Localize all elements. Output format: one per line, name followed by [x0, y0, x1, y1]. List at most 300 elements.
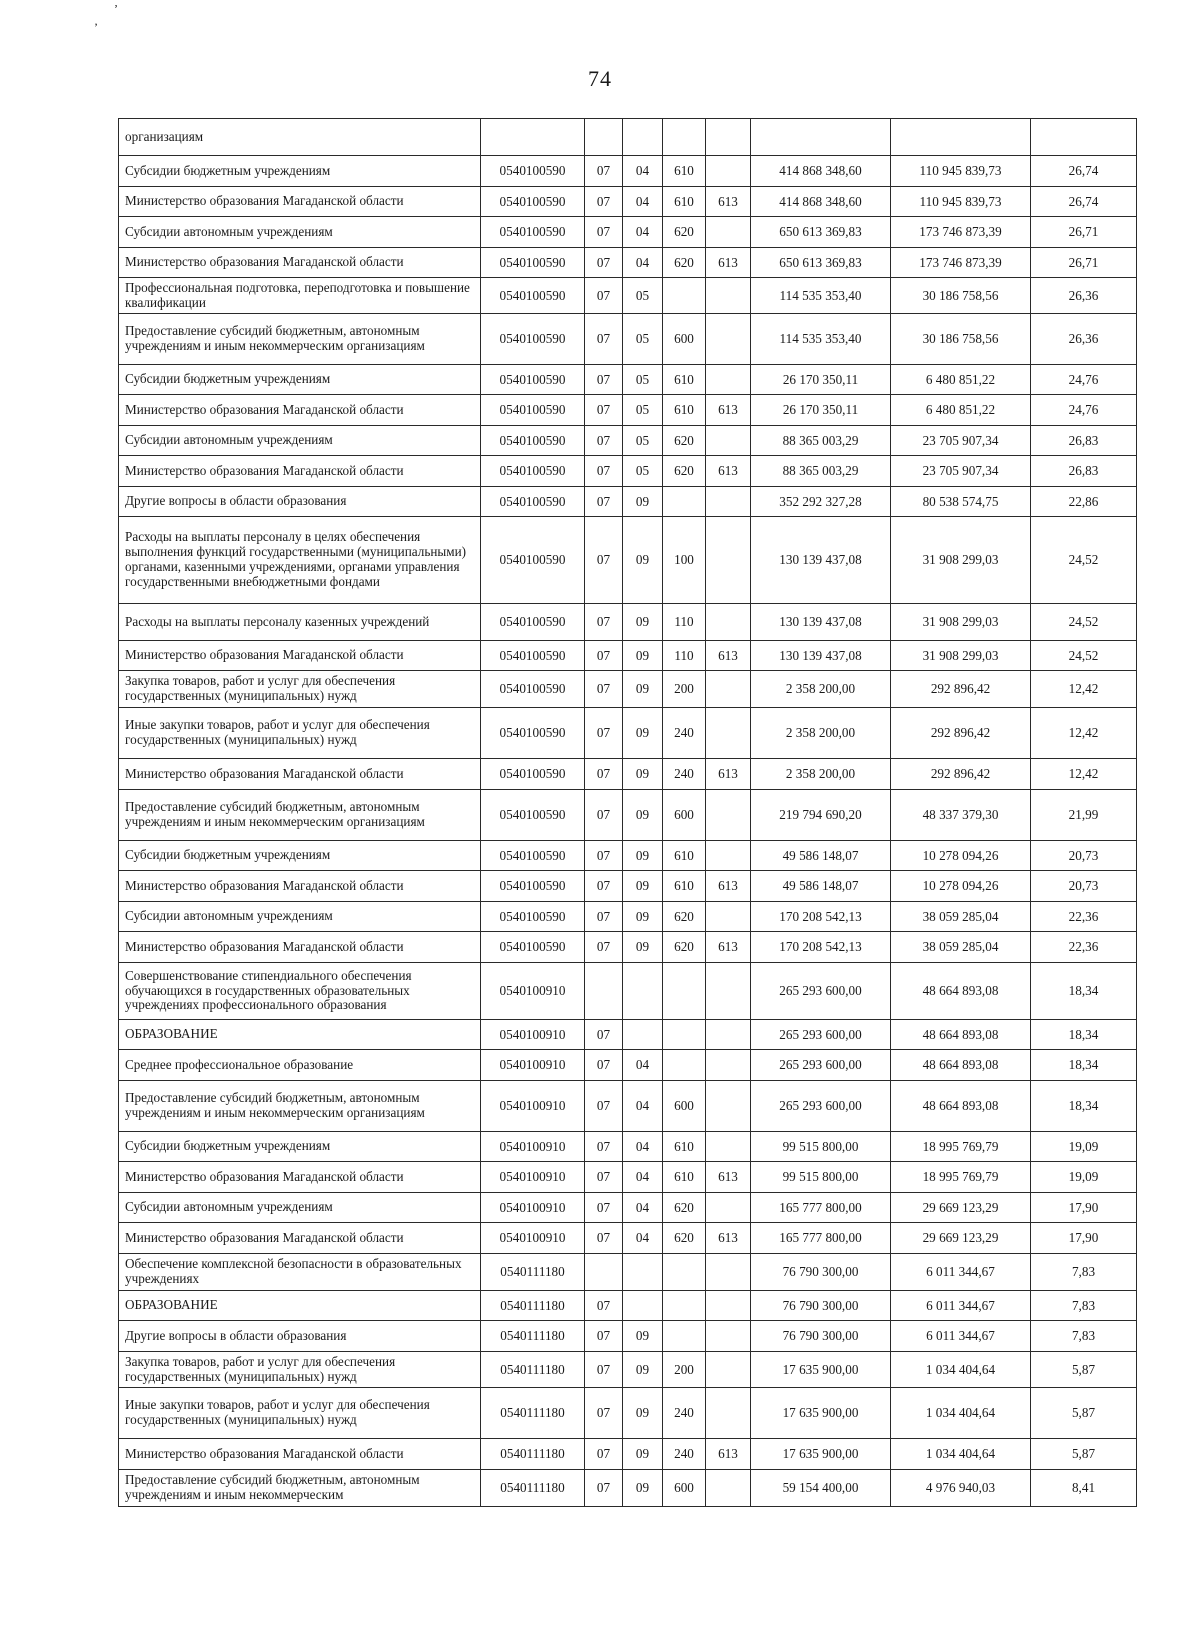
execution-percent-cell: 20,73: [1031, 841, 1137, 871]
actual-amount-cell: 48 664 893,08: [891, 1081, 1031, 1132]
planned-amount-cell: 2 358 200,00: [751, 759, 891, 790]
administrator-cell: [706, 1352, 751, 1388]
expense-name-cell: Министерство образования Магаданской области: [119, 456, 481, 487]
expense-name-cell: Субсидии бюджетным учреждениям: [119, 156, 481, 187]
table-row: [119, 1254, 1137, 1291]
administrator-cell: [706, 278, 751, 314]
actual-amount-cell: 18 995 769,79: [891, 1162, 1031, 1193]
expense-name-cell: Предоставление субсидий бюджетным, автономным учреждениям и иным некоммерческим организациям: [119, 314, 481, 365]
administrator-cell: [706, 902, 751, 932]
table-row: [119, 156, 1137, 187]
subsection-cell: 09: [623, 487, 663, 517]
subsection-cell: 04: [623, 1050, 663, 1081]
table-row: [119, 487, 1137, 517]
actual-amount-cell: 48 337 379,30: [891, 790, 1031, 841]
target-code-cell: 0540100910: [481, 1162, 585, 1193]
administrator-cell: [706, 963, 751, 1020]
section-cell: 07: [585, 902, 623, 932]
section-cell: 07: [585, 932, 623, 963]
subsection-cell: 05: [623, 426, 663, 456]
section-cell: 07: [585, 456, 623, 487]
actual-amount-cell: 80 538 574,75: [891, 487, 1031, 517]
administrator-cell: [706, 1254, 751, 1291]
actual-amount-cell: 6 480 851,22: [891, 395, 1031, 426]
expense-name-cell: организациям: [119, 119, 481, 156]
target-code-cell: 0540100590: [481, 187, 585, 217]
section-cell: 07: [585, 604, 623, 641]
subsection-cell: 04: [623, 187, 663, 217]
scan-mark-left: ’: [94, 20, 98, 34]
administrator-cell: 613: [706, 456, 751, 487]
expense-type-cell: 610: [663, 395, 706, 426]
section-cell: 07: [585, 1223, 623, 1254]
target-code-cell: 0540111180: [481, 1388, 585, 1439]
actual-amount-cell: 48 664 893,08: [891, 963, 1031, 1020]
table-row: [119, 517, 1137, 604]
expense-type-cell: 110: [663, 604, 706, 641]
subsection-cell: 05: [623, 395, 663, 426]
administrator-cell: 613: [706, 395, 751, 426]
section-cell: 07: [585, 790, 623, 841]
expense-type-cell: 610: [663, 841, 706, 871]
expense-type-cell: 200: [663, 671, 706, 708]
actual-amount-cell: 29 669 123,29: [891, 1223, 1031, 1254]
planned-amount-cell: 26 170 350,11: [751, 365, 891, 395]
section-cell: 07: [585, 871, 623, 902]
expense-name-cell: Субсидии автономным учреждениям: [119, 902, 481, 932]
section-cell: 07: [585, 314, 623, 365]
expense-name-cell: Предоставление субсидий бюджетным, автономным учреждениям и иным некоммерческим организациям: [119, 1081, 481, 1132]
section-cell: 07: [585, 1020, 623, 1050]
expense-type-cell: 600: [663, 314, 706, 365]
section-cell: 07: [585, 708, 623, 759]
table-row: [119, 1321, 1137, 1352]
expense-name-cell: Министерство образования Магаданской области: [119, 871, 481, 902]
target-code-cell: [481, 119, 585, 156]
actual-amount-cell: 10 278 094,26: [891, 871, 1031, 902]
expense-name-cell: Другие вопросы в области образования: [119, 1321, 481, 1352]
actual-amount-cell: 110 945 839,73: [891, 156, 1031, 187]
table-row: [119, 902, 1137, 932]
table-row: [119, 278, 1137, 314]
expense-name-cell: Совершенствование стипендиального обеспечения обучающихся в государственных образовательных учреждениях профессионального образования: [119, 963, 481, 1020]
administrator-cell: 613: [706, 1439, 751, 1470]
expense-type-cell: [663, 1050, 706, 1081]
actual-amount-cell: 31 908 299,03: [891, 517, 1031, 604]
target-code-cell: 0540100590: [481, 487, 585, 517]
target-code-cell: 0540100590: [481, 841, 585, 871]
execution-percent-cell: 26,36: [1031, 278, 1137, 314]
target-code-cell: 0540100590: [481, 365, 585, 395]
expense-name-cell: Иные закупки товаров, работ и услуг для обеспечения государственных (муниципальных) нужд: [119, 708, 481, 759]
expense-name-cell: Закупка товаров, работ и услуг для обеспечения государственных (муниципальных) нужд: [119, 671, 481, 708]
execution-percent-cell: 26,36: [1031, 314, 1137, 365]
administrator-cell: 613: [706, 1223, 751, 1254]
execution-percent-cell: 18,34: [1031, 1020, 1137, 1050]
administrator-cell: [706, 1132, 751, 1162]
expense-type-cell: 610: [663, 365, 706, 395]
table-row: [119, 187, 1137, 217]
expense-name-cell: Закупка товаров, работ и услуг для обеспечения государственных (муниципальных) нужд: [119, 1352, 481, 1388]
administrator-cell: [706, 1388, 751, 1439]
subsection-cell: 04: [623, 156, 663, 187]
expense-name-cell: ОБРАЗОВАНИЕ: [119, 1020, 481, 1050]
table-row: [119, 1162, 1137, 1193]
planned-amount-cell: 114 535 353,40: [751, 278, 891, 314]
administrator-cell: [706, 517, 751, 604]
subsection-cell: 09: [623, 1321, 663, 1352]
expense-name-cell: Предоставление субсидий бюджетным, автономным учреждениям и иным некоммерческим организациям: [119, 790, 481, 841]
expense-name-cell: Субсидии автономным учреждениям: [119, 1193, 481, 1223]
table-row: [119, 871, 1137, 902]
subsection-cell: 05: [623, 278, 663, 314]
expense-type-cell: [663, 963, 706, 1020]
section-cell: 07: [585, 671, 623, 708]
planned-amount-cell: 265 293 600,00: [751, 1081, 891, 1132]
planned-amount-cell: 99 515 800,00: [751, 1132, 891, 1162]
expense-type-cell: [663, 1291, 706, 1321]
execution-percent-cell: 26,71: [1031, 217, 1137, 248]
execution-percent-cell: 24,76: [1031, 365, 1137, 395]
actual-amount-cell: 38 059 285,04: [891, 932, 1031, 963]
expense-type-cell: 620: [663, 1223, 706, 1254]
planned-amount-cell: 76 790 300,00: [751, 1321, 891, 1352]
target-code-cell: 0540100910: [481, 1081, 585, 1132]
expense-name-cell: Субсидии автономным учреждениям: [119, 426, 481, 456]
table-row: [119, 1081, 1137, 1132]
administrator-cell: [706, 604, 751, 641]
table-body: [119, 119, 1137, 1507]
section-cell: 07: [585, 1132, 623, 1162]
expense-type-cell: 620: [663, 456, 706, 487]
expense-type-cell: 610: [663, 871, 706, 902]
table-row: [119, 1050, 1137, 1081]
execution-percent-cell: 17,90: [1031, 1223, 1137, 1254]
target-code-cell: 0540100590: [481, 248, 585, 278]
planned-amount-cell: 165 777 800,00: [751, 1193, 891, 1223]
planned-amount-cell: 88 365 003,29: [751, 456, 891, 487]
subsection-cell: 04: [623, 1162, 663, 1193]
planned-amount-cell: 352 292 327,28: [751, 487, 891, 517]
planned-amount-cell: 99 515 800,00: [751, 1162, 891, 1193]
target-code-cell: 0540100590: [481, 395, 585, 426]
table-row: [119, 119, 1137, 156]
section-cell: 07: [585, 759, 623, 790]
administrator-cell: [706, 1020, 751, 1050]
planned-amount-cell: 17 635 900,00: [751, 1388, 891, 1439]
execution-percent-cell: 18,34: [1031, 1081, 1137, 1132]
planned-amount-cell: 265 293 600,00: [751, 1020, 891, 1050]
subsection-cell: [623, 1254, 663, 1291]
subsection-cell: 09: [623, 932, 663, 963]
section-cell: 07: [585, 1050, 623, 1081]
subsection-cell: 04: [623, 1223, 663, 1254]
execution-percent-cell: 18,34: [1031, 1050, 1137, 1081]
section-cell: 07: [585, 1193, 623, 1223]
execution-percent-cell: 24,52: [1031, 517, 1137, 604]
planned-amount-cell: 59 154 400,00: [751, 1470, 891, 1507]
table-row: [119, 1020, 1137, 1050]
execution-percent-cell: 24,76: [1031, 395, 1137, 426]
expense-type-cell: [663, 487, 706, 517]
table-row: [119, 790, 1137, 841]
table-row: [119, 456, 1137, 487]
expense-name-cell: Расходы на выплаты персоналу казенных учреждений: [119, 604, 481, 641]
execution-percent-cell: 5,87: [1031, 1388, 1137, 1439]
table-row: [119, 217, 1137, 248]
table-row: [119, 708, 1137, 759]
planned-amount-cell: 2 358 200,00: [751, 671, 891, 708]
planned-amount-cell: 130 139 437,08: [751, 517, 891, 604]
expense-type-cell: 620: [663, 217, 706, 248]
table-row: [119, 1352, 1137, 1388]
section-cell: [585, 963, 623, 1020]
subsection-cell: 05: [623, 314, 663, 365]
expense-type-cell: 240: [663, 1388, 706, 1439]
planned-amount-cell: 49 586 148,07: [751, 871, 891, 902]
expense-type-cell: 600: [663, 1470, 706, 1507]
actual-amount-cell: 31 908 299,03: [891, 604, 1031, 641]
planned-amount-cell: 650 613 369,83: [751, 248, 891, 278]
target-code-cell: 0540100910: [481, 1193, 585, 1223]
execution-percent-cell: 12,42: [1031, 708, 1137, 759]
planned-amount-cell: 414 868 348,60: [751, 156, 891, 187]
target-code-cell: 0540100590: [481, 217, 585, 248]
actual-amount-cell: 31 908 299,03: [891, 641, 1031, 671]
table-row: [119, 314, 1137, 365]
subsection-cell: 09: [623, 871, 663, 902]
table-row: [119, 932, 1137, 963]
section-cell: 07: [585, 395, 623, 426]
administrator-cell: 613: [706, 187, 751, 217]
actual-amount-cell: 173 746 873,39: [891, 248, 1031, 278]
expense-name-cell: Субсидии бюджетным учреждениям: [119, 1132, 481, 1162]
execution-percent-cell: 7,83: [1031, 1254, 1137, 1291]
administrator-cell: [706, 1470, 751, 1507]
execution-percent-cell: 18,34: [1031, 963, 1137, 1020]
actual-amount-cell: 38 059 285,04: [891, 902, 1031, 932]
subsection-cell: 09: [623, 790, 663, 841]
target-code-cell: 0540100910: [481, 1132, 585, 1162]
planned-amount-cell: 130 139 437,08: [751, 641, 891, 671]
section-cell: 07: [585, 1352, 623, 1388]
planned-amount-cell: 88 365 003,29: [751, 426, 891, 456]
expense-name-cell: Иные закупки товаров, работ и услуг для обеспечения государственных (муниципальных) нужд: [119, 1388, 481, 1439]
actual-amount-cell: 30 186 758,56: [891, 278, 1031, 314]
actual-amount-cell: 292 896,42: [891, 759, 1031, 790]
target-code-cell: 0540100590: [481, 278, 585, 314]
execution-percent-cell: 8,41: [1031, 1470, 1137, 1507]
expense-name-cell: Предоставление субсидий бюджетным, автономным учреждениям и иным некоммерческим: [119, 1470, 481, 1507]
table-row: [119, 1132, 1137, 1162]
section-cell: [585, 119, 623, 156]
target-code-cell: 0540100590: [481, 932, 585, 963]
administrator-cell: [706, 487, 751, 517]
execution-percent-cell: 12,42: [1031, 671, 1137, 708]
actual-amount-cell: 110 945 839,73: [891, 187, 1031, 217]
expense-type-cell: 620: [663, 426, 706, 456]
actual-amount-cell: 1 034 404,64: [891, 1439, 1031, 1470]
administrator-cell: [706, 671, 751, 708]
execution-percent-cell: 22,36: [1031, 902, 1137, 932]
execution-percent-cell: 5,87: [1031, 1352, 1137, 1388]
table-row: [119, 1193, 1137, 1223]
target-code-cell: 0540100590: [481, 902, 585, 932]
budget-table: [118, 118, 1137, 1507]
execution-percent-cell: 26,74: [1031, 156, 1137, 187]
expense-type-cell: 240: [663, 708, 706, 759]
execution-percent-cell: 7,83: [1031, 1321, 1137, 1352]
expense-name-cell: Министерство образования Магаданской области: [119, 932, 481, 963]
execution-percent-cell: 17,90: [1031, 1193, 1137, 1223]
expense-type-cell: 610: [663, 156, 706, 187]
expense-type-cell: [663, 119, 706, 156]
actual-amount-cell: 6 011 344,67: [891, 1291, 1031, 1321]
target-code-cell: 0540100590: [481, 156, 585, 187]
section-cell: 07: [585, 1388, 623, 1439]
administrator-cell: [706, 365, 751, 395]
expense-type-cell: 620: [663, 248, 706, 278]
subsection-cell: 09: [623, 1439, 663, 1470]
expense-name-cell: Среднее профессиональное образование: [119, 1050, 481, 1081]
subsection-cell: 05: [623, 365, 663, 395]
execution-percent-cell: 19,09: [1031, 1132, 1137, 1162]
target-code-cell: 0540100590: [481, 790, 585, 841]
administrator-cell: [706, 1081, 751, 1132]
execution-percent-cell: 24,52: [1031, 604, 1137, 641]
target-code-cell: 0540111180: [481, 1254, 585, 1291]
section-cell: 07: [585, 517, 623, 604]
target-code-cell: 0540100590: [481, 871, 585, 902]
execution-percent-cell: 26,74: [1031, 187, 1137, 217]
expense-type-cell: 610: [663, 1132, 706, 1162]
table-row: [119, 426, 1137, 456]
planned-amount-cell: 650 613 369,83: [751, 217, 891, 248]
planned-amount-cell: 17 635 900,00: [751, 1352, 891, 1388]
planned-amount-cell: [751, 119, 891, 156]
planned-amount-cell: 17 635 900,00: [751, 1439, 891, 1470]
table-row: [119, 365, 1137, 395]
actual-amount-cell: 292 896,42: [891, 671, 1031, 708]
actual-amount-cell: 30 186 758,56: [891, 314, 1031, 365]
expense-name-cell: Министерство образования Магаданской области: [119, 1162, 481, 1193]
actual-amount-cell: 48 664 893,08: [891, 1050, 1031, 1081]
expense-type-cell: [663, 1321, 706, 1352]
expense-name-cell: Обеспечение комплексной безопасности в образовательных учреждениях: [119, 1254, 481, 1291]
planned-amount-cell: 265 293 600,00: [751, 1050, 891, 1081]
subsection-cell: 04: [623, 248, 663, 278]
administrator-cell: 613: [706, 759, 751, 790]
actual-amount-cell: 23 705 907,34: [891, 426, 1031, 456]
target-code-cell: 0540100590: [481, 456, 585, 487]
execution-percent-cell: [1031, 119, 1137, 156]
target-code-cell: 0540100590: [481, 708, 585, 759]
target-code-cell: 0540100590: [481, 314, 585, 365]
actual-amount-cell: 292 896,42: [891, 708, 1031, 759]
actual-amount-cell: 173 746 873,39: [891, 217, 1031, 248]
target-code-cell: 0540100590: [481, 604, 585, 641]
table-row: [119, 1439, 1137, 1470]
planned-amount-cell: 2 358 200,00: [751, 708, 891, 759]
table-row: [119, 1388, 1137, 1439]
expense-name-cell: Субсидии автономным учреждениям: [119, 217, 481, 248]
actual-amount-cell: 6 480 851,22: [891, 365, 1031, 395]
planned-amount-cell: 114 535 353,40: [751, 314, 891, 365]
administrator-cell: [706, 314, 751, 365]
subsection-cell: 09: [623, 671, 663, 708]
section-cell: 07: [585, 641, 623, 671]
target-code-cell: 0540111180: [481, 1321, 585, 1352]
administrator-cell: [706, 156, 751, 187]
administrator-cell: 613: [706, 248, 751, 278]
section-cell: 07: [585, 156, 623, 187]
subsection-cell: 09: [623, 641, 663, 671]
execution-percent-cell: 26,83: [1031, 426, 1137, 456]
section-cell: 07: [585, 365, 623, 395]
expense-type-cell: 600: [663, 790, 706, 841]
actual-amount-cell: 6 011 344,67: [891, 1321, 1031, 1352]
section-cell: 07: [585, 487, 623, 517]
execution-percent-cell: 19,09: [1031, 1162, 1137, 1193]
execution-percent-cell: 12,42: [1031, 759, 1137, 790]
administrator-cell: [706, 1321, 751, 1352]
actual-amount-cell: 48 664 893,08: [891, 1020, 1031, 1050]
subsection-cell: 05: [623, 456, 663, 487]
administrator-cell: 613: [706, 1162, 751, 1193]
planned-amount-cell: 265 293 600,00: [751, 963, 891, 1020]
section-cell: 07: [585, 248, 623, 278]
subsection-cell: 09: [623, 1470, 663, 1507]
execution-percent-cell: 26,71: [1031, 248, 1137, 278]
section-cell: 07: [585, 841, 623, 871]
expense-name-cell: Министерство образования Магаданской области: [119, 1439, 481, 1470]
table-row: [119, 395, 1137, 426]
administrator-cell: 613: [706, 932, 751, 963]
execution-percent-cell: 7,83: [1031, 1291, 1137, 1321]
actual-amount-cell: 1 034 404,64: [891, 1352, 1031, 1388]
expense-name-cell: Министерство образования Магаданской области: [119, 395, 481, 426]
subsection-cell: 09: [623, 902, 663, 932]
expense-type-cell: [663, 1254, 706, 1291]
actual-amount-cell: 4 976 940,03: [891, 1470, 1031, 1507]
table-row: [119, 671, 1137, 708]
administrator-cell: [706, 217, 751, 248]
actual-amount-cell: 18 995 769,79: [891, 1132, 1031, 1162]
subsection-cell: 04: [623, 1193, 663, 1223]
expense-type-cell: 200: [663, 1352, 706, 1388]
expense-name-cell: Профессиональная подготовка, переподготовка и повышение квалификации: [119, 278, 481, 314]
table-row: [119, 841, 1137, 871]
table-row: [119, 1223, 1137, 1254]
subsection-cell: 04: [623, 1081, 663, 1132]
section-cell: 07: [585, 426, 623, 456]
target-code-cell: 0540100590: [481, 671, 585, 708]
planned-amount-cell: 130 139 437,08: [751, 604, 891, 641]
expense-type-cell: 620: [663, 1193, 706, 1223]
section-cell: [585, 1254, 623, 1291]
subsection-cell: [623, 963, 663, 1020]
execution-percent-cell: 22,86: [1031, 487, 1137, 517]
table-row: [119, 1470, 1137, 1507]
section-cell: 07: [585, 1439, 623, 1470]
page-number: 74: [588, 66, 612, 91]
administrator-cell: 613: [706, 641, 751, 671]
actual-amount-cell: 29 669 123,29: [891, 1193, 1031, 1223]
subsection-cell: 09: [623, 841, 663, 871]
actual-amount-cell: 6 011 344,67: [891, 1254, 1031, 1291]
subsection-cell: 09: [623, 517, 663, 604]
expense-type-cell: [663, 1020, 706, 1050]
